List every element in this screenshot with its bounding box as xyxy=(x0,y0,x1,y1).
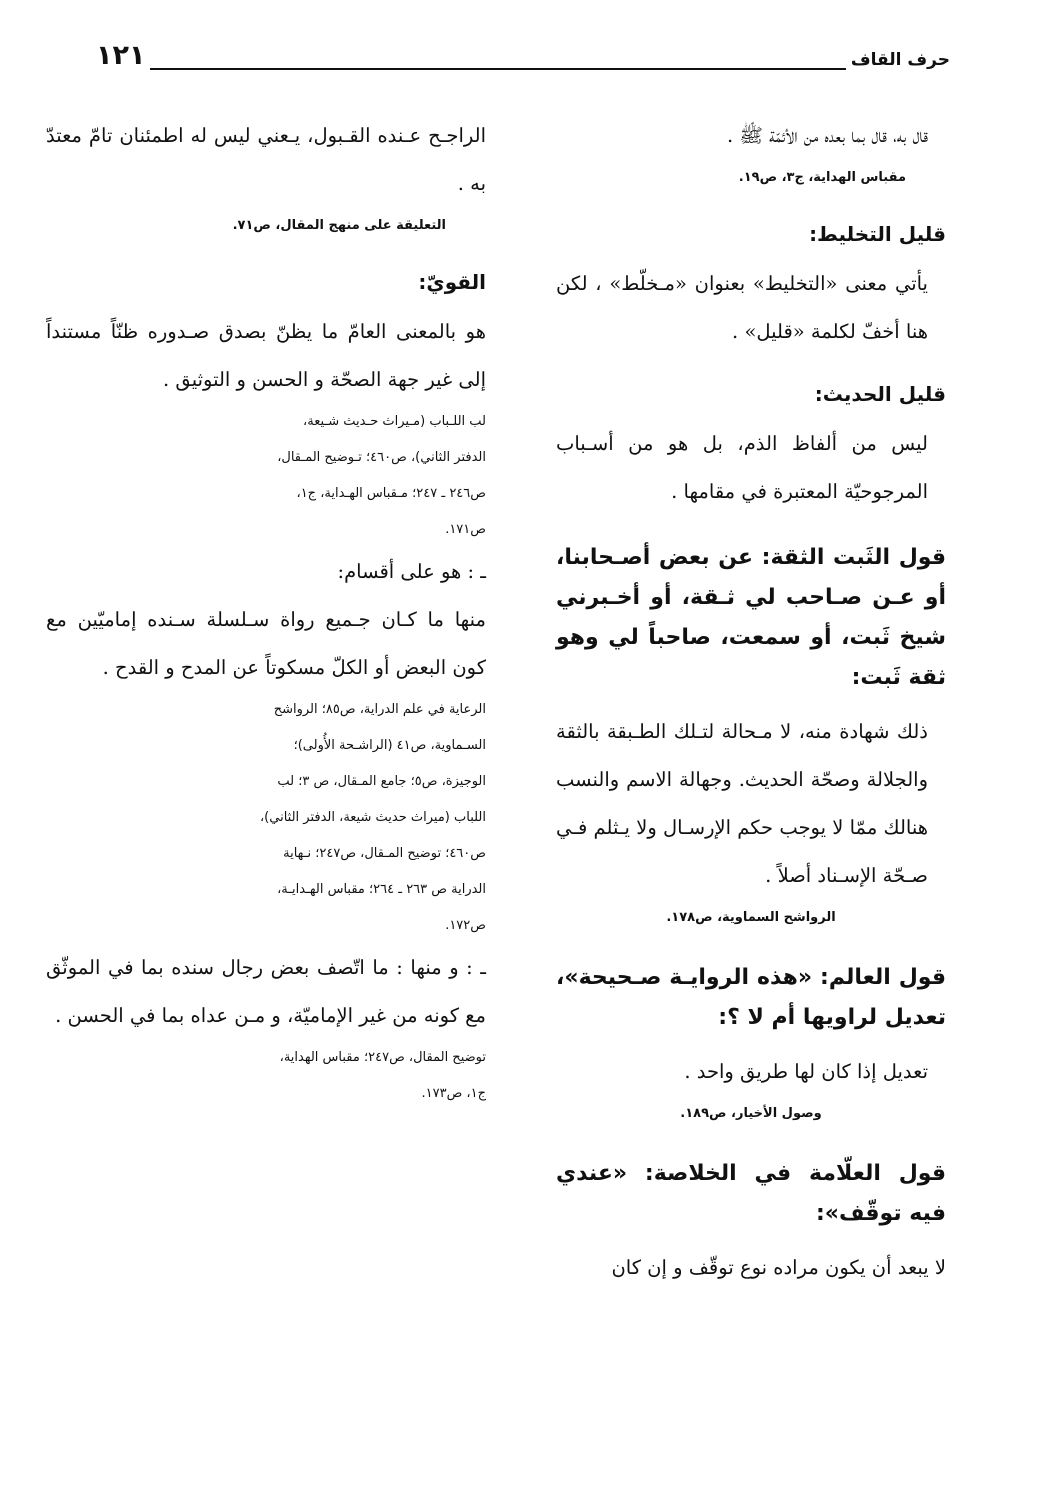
page-number: ١٢١ xyxy=(96,40,146,71)
citation-line: ص١٧٢. xyxy=(445,918,486,933)
citation-block xyxy=(46,692,486,944)
paragraph: منها ما كـان جـميع رواة سـلسلة سـنده إماميّين مع كون البعض أو الكلّ مسكوتاً عن المدح و القدح . xyxy=(46,608,486,679)
paragraph: ذلك شهادة منه، لا مـحالة لتـلك الطـبقة بالثقة والجلالة وصحّة الحديث. وجهالة الاسم والنسب هنالك ممّا لا يوجب حكم الإرسـال ولا يـثلم فـي صـحّة الإسـناد أصلاً . xyxy=(556,720,928,887)
paragraph: ـ : و منها : ما اتّصف بعض رجال سنده بما في الموثّق مع كونه من غير الإماميّة، و مـن عداه بما في الحسن . xyxy=(46,956,486,1027)
citation: التعليقة على منهج المقال، ص٧١. xyxy=(232,218,446,233)
paragraph: هو بالمعنى العامّ ما يظنّ بصدق صـدوره ظنّاً مستنداً إلى غير جهة الصحّة و الحسن و التوثيق . xyxy=(46,320,486,391)
citation-line: الدفتر الثاني)، ص٤٦٠؛ تـوضيح المـقال، xyxy=(277,450,486,465)
citation-line: السـماوية، ص٤١ (الراشـحة الأُولى)؛ xyxy=(293,738,486,753)
entry-heading: قليل الحديث: xyxy=(814,382,946,406)
citation-block xyxy=(46,404,486,548)
citation-line: ص٤٦٠؛ توضيح المـقال، ص٢٤٧؛ نـهاية xyxy=(283,846,486,861)
citation-line: ص٢٤٦ ـ ٢٤٧؛ مـقباس الهـداية، ج١، xyxy=(296,486,486,501)
entry-heading: القويّ: xyxy=(418,270,486,294)
paragraph: لا يبعد أن يكون مراده نوع توقّف و إن كان xyxy=(611,1256,946,1279)
citation-line: لب اللـباب (مـيراث حـديث شـيعة، xyxy=(303,414,486,429)
entry-heading: قول العالم: «هذه الروايـة صـحيحة»، تعديل لراويها أم لا ؟: xyxy=(556,965,946,1030)
citation-line: الرعاية في علم الدراية، ص٨٥؛ الرواشح xyxy=(273,702,486,717)
citation-block xyxy=(46,1040,486,1112)
chapter-title: حرف القاف xyxy=(850,50,950,70)
header-rule xyxy=(150,68,846,70)
entry-heading: قليل التخليط: xyxy=(809,222,946,246)
paragraph: يأتي معنى «التخليط» بعنوان «مـخلّط» ، لكن هنا أخفّ لكلمة «قليل» . xyxy=(556,272,928,343)
paragraph: قال به، قال بما بعده من الأئمّة ﷺ . xyxy=(727,124,928,147)
citation-line: ج١، ص١٧٣. xyxy=(421,1086,486,1101)
left-column xyxy=(46,112,486,1112)
citation-line: ص١٧١. xyxy=(445,522,486,537)
citation: وصول الأخيار، ص١٨٩. xyxy=(680,1106,822,1121)
citation-line: الوجيزة، ص٥؛ جامع المـقال، ص ٣؛ لب xyxy=(277,774,486,789)
citation: مقباس الهداية، ج٣، ص١٩. xyxy=(738,170,906,185)
citation-line: الدراية ص ٢٦٣ ـ ٢٦٤؛ مقباس الهـدايـة، xyxy=(277,882,486,897)
page-header xyxy=(96,38,950,78)
citation-line: توضيح المقال، ص٢٤٧؛ مقباس الهداية، xyxy=(279,1050,486,1065)
paragraph: تعديل إذا كان لها طريق واحد . xyxy=(684,1060,928,1083)
entry-heading: قول الثَبت الثقة: عن بعض أصـحابنا، أو عـن صـاحب لي ثـقة، أو أخـبرني شيخ ثَبت، أو سمعت، صاحباً لي وهو ثقة ثَبت: xyxy=(556,545,946,690)
paragraph: ـ : هو على أقسام: xyxy=(337,560,486,583)
right-column xyxy=(556,112,946,1292)
paragraph: الراجـح عـنده القـبول، يـعني ليس له اطمئنان تامّ معتدّ به . xyxy=(46,124,486,195)
paragraph: ليس من ألفاظ الذم، بل هو من أسـباب المرجوحيّة المعتبرة في مقامها . xyxy=(556,432,928,503)
entry-heading: قول العلّامة في الخلاصة: «عندي فيه توقّف»: xyxy=(556,1161,946,1226)
citation-line: اللباب (ميراث حديث شيعة، الدفتر الثاني)، xyxy=(259,810,486,825)
citation: الرواشح السماوية، ص١٧٨. xyxy=(666,910,836,925)
